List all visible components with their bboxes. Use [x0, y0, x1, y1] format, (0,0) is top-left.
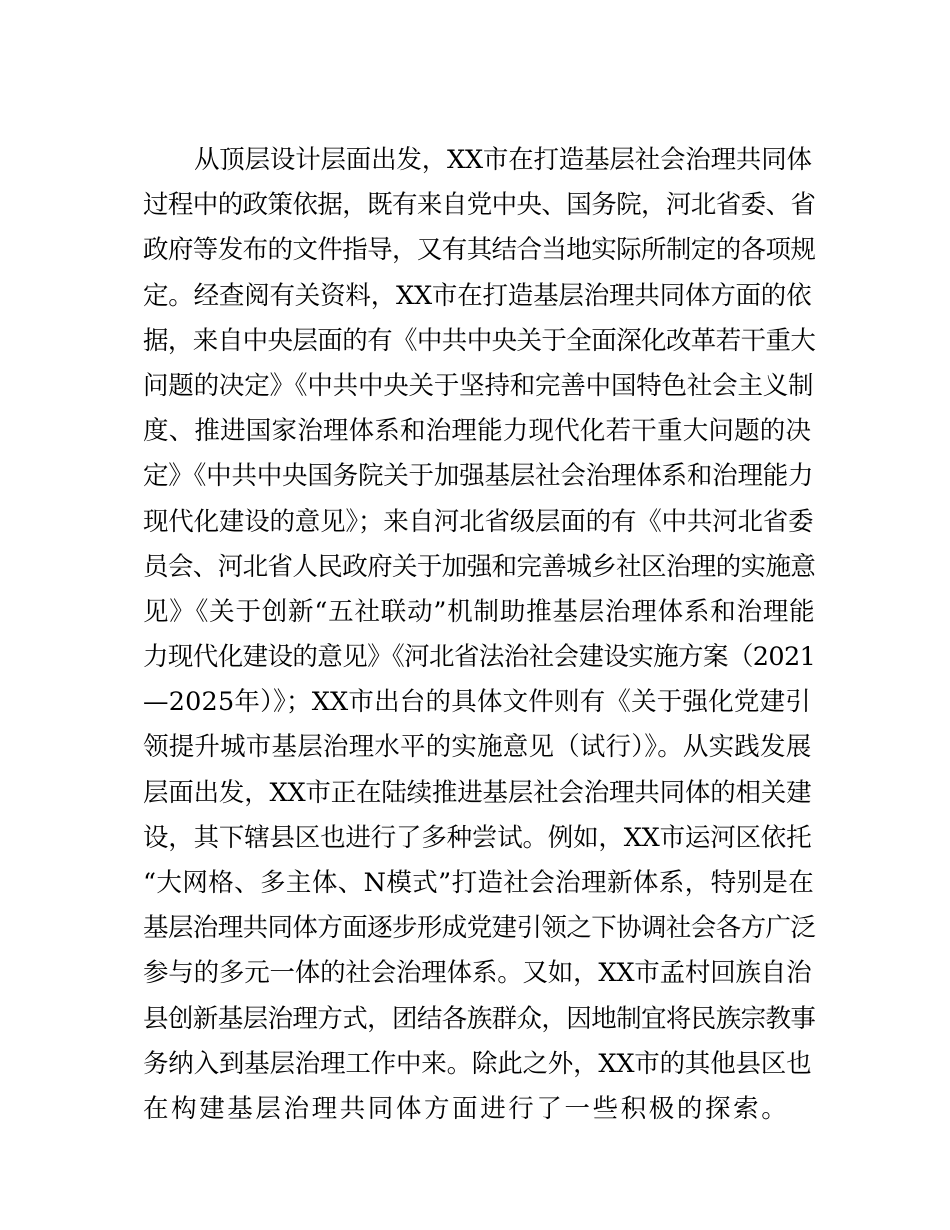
paragraph-line: 度、推进国家治理体系和治理能力现代化若干重大问题的决	[143, 416, 812, 447]
paragraph-line: 问题的决定》《中共中央关于坚持和完善中国特色社会主义制	[143, 370, 814, 401]
paragraph-line: 务纳入到基层治理工作中来。除此之外，XX市的其他县区也	[143, 1048, 812, 1079]
paragraph-line: 在构建基层治理共同体方面进行了一些积极的探索。	[143, 1093, 790, 1124]
paragraph-line: 政府等发布的文件指导，又有其结合当地实际所制定的各项规	[143, 235, 816, 266]
paragraph-line: 定》《中共中央国务院关于加强基层社会治理体系和治理能力	[143, 461, 814, 492]
paragraph-line: 过程中的政策依据，既有来自党中央、国务院，河北省委、省	[143, 190, 816, 221]
paragraph-line: 现代化建设的意见》；来自河北省级层面的有《中共河北省委	[143, 506, 814, 537]
paragraph-line: “大网格、多主体、N模式”打造社会治理新体系，特别是在	[143, 868, 815, 898]
body-paragraph	[143, 138, 815, 1132]
paragraph-line: 定。经查阅有关资料，XX市在打造基层治理共同体方面的依	[143, 280, 812, 311]
paragraph-line: —2025年）》；XX市出台的具体文件则有《关于强化党建引	[143, 687, 812, 718]
paragraph-line: 见》《关于创新“五社联动”机制助推基层治理体系和治理能	[143, 596, 816, 627]
paragraph-line: 县创新基层治理方式，团结各族群众，因地制宜将民族宗教事	[143, 1003, 816, 1034]
paragraph-line: 设，其下辖县区也进行了多种尝试。例如，XX市运河区依托	[143, 822, 812, 853]
paragraph-line: 参与的多元一体的社会治理体系。又如，XX市孟村回族自治	[143, 958, 812, 989]
paragraph-line: 力现代化建设的意见》《河北省法治社会建设实施方案（2021	[143, 642, 816, 673]
paragraph-line: 层面出发，XX市正在陆续推进基层社会治理共同体的相关建	[143, 777, 812, 808]
paragraph-line: 基层治理共同体方面逐步形成党建引领之下协调社会各方广泛	[143, 913, 816, 944]
paragraph-line: 据，来自中央层面的有《中共中央关于全面深化改革若干重大	[143, 325, 816, 356]
paragraph-line: 员会、河北省人民政府关于加强和完善城乡社区治理的实施意	[143, 551, 816, 582]
paragraph-line: 领提升城市基层治理水平的实施意见（试行）》。从实践发展	[143, 732, 812, 763]
paragraph-line: 从顶层设计层面出发，XX市在打造基层社会治理共同体	[194, 145, 812, 175]
